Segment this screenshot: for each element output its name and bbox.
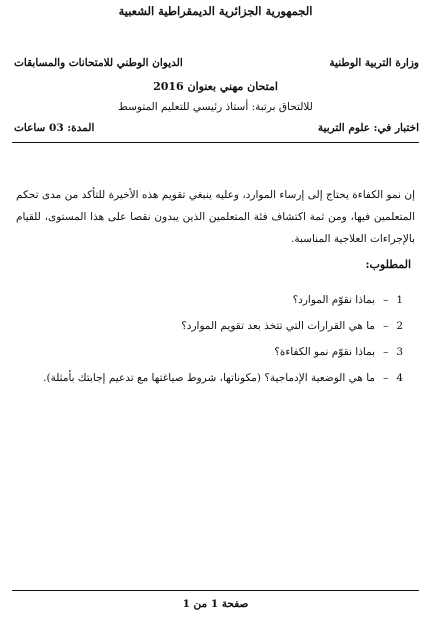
footer-divider [12,590,419,591]
question-text: ما هي الوضعية الإدماجية؟ (مكوناتها، شروط صياغتها مع تدعيم إجابتك بأمثلة). [43,372,376,384]
question-item [43,339,403,365]
exam-office-name: الديوان الوطني للامتحانات والمسابقات [14,57,183,69]
question-text: ما هي القرارات التي تتخذ بعد تقويم الموارد؟ [181,320,376,332]
question-list [43,287,403,391]
question-text: بماذا نقوّم الموارد؟ [292,294,376,306]
question-number: 4 [396,372,403,384]
subject-label: اختبار في: علوم التربية [317,122,419,134]
duration-label: المدة: 03 ساعات [14,122,95,134]
question-number: 2 [396,320,403,332]
rank-line: للالتحاق برتبة: أستاذ رئيسي للتعليم المتوسط [118,101,313,113]
question-dash: – [383,372,389,384]
question-text: بماذا نقوّم نمو الكفاءة؟ [274,346,376,358]
question-number: 3 [396,346,403,358]
question-number: 1 [396,294,403,306]
page-number: صفحة 1 من 1 [182,598,249,610]
intro-paragraph: إن نمو الكفاءة يحتاج إلى إرساء الموارد، وعليه ينبغي تقويم هذه الأخيرة للتأكد من مدى تحكم المتعلمين فيها، ومن ثمة اكتشاف فئة المتعلمين الذين يبدون نقصا على هذا المستوى، للقيام بالإجراءات العلاجية المناسبة. [16,189,415,245]
question-item [43,287,403,313]
question-dash: – [383,294,389,306]
question-dash: – [383,346,389,358]
republic-title: الجمهورية الجزائرية الديمقراطية الشعبية [118,4,313,18]
question-dash: – [383,320,389,332]
question-item [43,365,403,391]
required-heading: المطلوب: [365,258,411,271]
question-item [43,313,403,339]
header-divider [12,142,419,143]
exam-title: امتحان مهني بعنوان 2016 [153,80,278,93]
ministry-name: وزارة التربية الوطنية [329,57,419,69]
